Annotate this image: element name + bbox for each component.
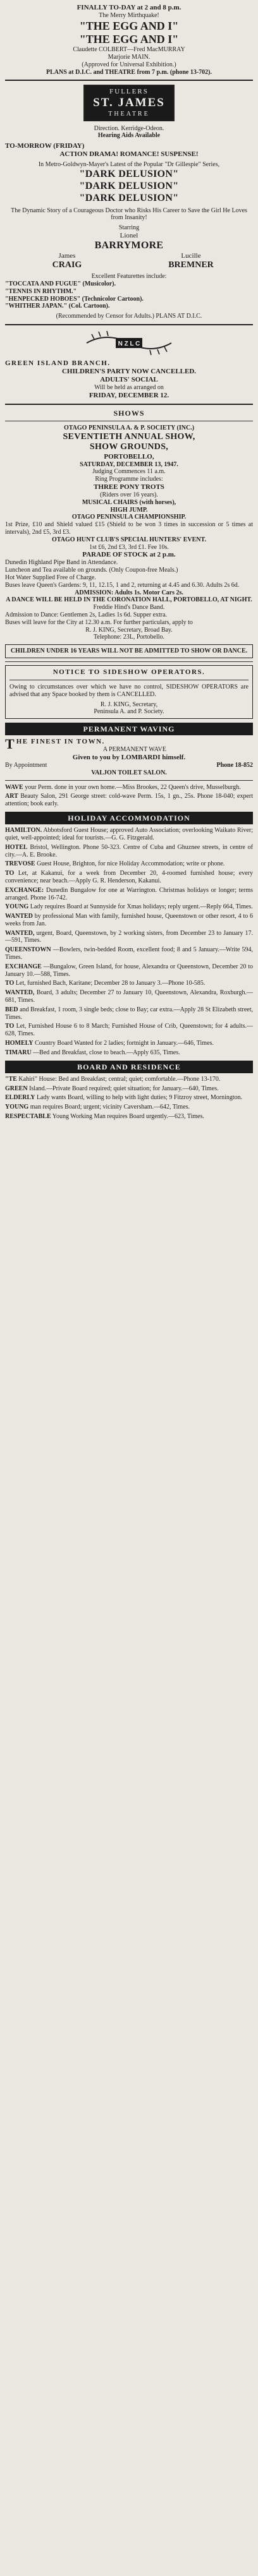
ad-keyword: ART [5, 793, 18, 800]
ad-text: Young Working Man requires Board urgently.—623, Times. [52, 1112, 204, 1120]
holiday-ads [5, 827, 253, 1057]
classified-ad [5, 963, 253, 978]
movie1-title-repeat: "THE EGG AND I" [79, 33, 179, 45]
series-line: In Metro-Goldwyn-Mayer's Latest of the Popular "Dr Gillespie" Series, [38, 161, 220, 169]
ad-keyword: BED [5, 1006, 18, 1013]
genre-line: ACTION DRAMA! ROMANCE! SUSPENSE! [59, 150, 199, 159]
ad-text: Bristol, Wellington. Phone 50-323. Centre of Cuba and Ghuznee streets, in centre of city.—A. E. Brooke. [5, 843, 253, 858]
party-cancelled: CHILDREN'S PARTY NOW CANCELLED. [61, 368, 197, 376]
sideshow-notice [5, 665, 253, 719]
featurette-3: "HENPECKED HOBOES" (Technicolor Cartoon). [5, 295, 144, 303]
dance-admission: Admission to Dance: Gentlemen 2s, Ladies 1s 6d. Supper extra. [5, 611, 168, 618]
ad-keyword: "TE [5, 1075, 17, 1083]
ad-keyword: EXCHANGE [5, 963, 42, 970]
divider [5, 661, 253, 662]
ad-keyword: WANTED, [5, 989, 35, 997]
showtimes-banner: FINALLY TO-DAY at 2 and 8 p.m. [77, 4, 181, 11]
sideshow-signature: R. J. KING, Secretary, [100, 701, 158, 708]
ad-text: Beauty Salon, 291 George street: cold-wave Perm. 15s, 1 gn., 25s. Phone 18-040; expert attention; book early. [5, 793, 253, 808]
holiday-heading: HOLIDAY ACCOMMODATION [5, 812, 253, 824]
appointment-row [5, 762, 253, 769]
show-grounds: SHOW GROUNDS, [89, 442, 169, 452]
classified-ad [5, 903, 253, 911]
classified-ad [5, 1104, 253, 1111]
ad-text: Let, at Kakanui, for a week from December 20, 4-roomed furnished house; every convenience; near beach.—Apply G. R. Henderson, Kakanui. [5, 870, 254, 884]
secretary-phone: Telephone: 23L, Portobello. [93, 634, 165, 641]
salon-name: VALJON TOILET SALON. [91, 769, 167, 776]
classified-ad [5, 1085, 253, 1093]
classified-ad [5, 1094, 253, 1102]
ad-keyword: TO [5, 870, 15, 877]
divider [5, 404, 253, 405]
bus-times: Buses leave Queen's Gardens: 9, 11, 12.15, 1 and 2, returning at 4.45 and 6.30. Adults 2s 6d. [5, 581, 240, 589]
ad-keyword: GREEN [5, 1085, 28, 1092]
social-note: Will be held as arranged on [94, 383, 164, 391]
ad-keyword: HAMILTON. [5, 827, 42, 834]
hearing-aids: Hearing Aids Available [97, 132, 161, 140]
co-star-1-last: CRAIG [52, 260, 82, 270]
ad-keyword: QUEENSTOWN [5, 946, 51, 954]
ad-text: and Breakfast, 1 room, 3 single beds; close to Bay; car extra.—Apply 28 St Elizabeth street, Times. [5, 1006, 254, 1021]
ad-text: Let, furnished Bach, Karitane; December 28 to January 3.—Phone 10-585. [15, 980, 206, 987]
ad-keyword: WANTED [5, 913, 33, 920]
divider [5, 324, 253, 325]
starring-label: Starring [118, 224, 140, 232]
pony-trots-note: (Riders over 16 years). [100, 491, 158, 499]
championship-prizes: 1st Prize, £10 and Shield valued £15 (Shield to be won 3 times in succession or 5 times at intervals), 2nd £5, 3rd £3. [5, 521, 253, 536]
musical-chairs: MUSICAL CHAIRS (with horses), [82, 498, 176, 506]
ad-keyword: TO [5, 980, 15, 987]
admission-prices: ADMISSION: Adults 1s. Motor Cars 2s. [75, 589, 183, 596]
movie1-presenter: The Merry Mirthquake! [99, 11, 159, 19]
movie1-cast: Claudette COLBERT—Fred MacMURRAY [73, 46, 185, 54]
ad-keyword: TREVOSE [5, 860, 35, 868]
annual-show: SEVENTIETH ANNUAL SHOW, [63, 431, 195, 442]
classified-ad [5, 1113, 253, 1121]
hunt-prizes: 1st £6, 2nd £3, 3rd £1. Fee 10s. [89, 543, 169, 551]
featurette-2: "TENNIS IN RHYTHM." [5, 287, 77, 295]
hunt-event: OTAGO HUNT CLUB'S SPECIAL HUNTERS' EVENT. [52, 536, 206, 543]
ad-text: Abbotsford Guest House; approved Auto Association; overlooking Waikato River; quiet, well-appointed; ideal for tourists.—G. G. Fitzgerald. [5, 827, 254, 841]
appointment-label: By Appointment [5, 761, 47, 769]
classified-ad [5, 913, 253, 928]
children-notice-box: CHILDREN UNDER 16 YEARS WILL NOT BE ADMITTED TO SHOW OR DANCE. [5, 644, 253, 658]
classified-ad [5, 980, 253, 987]
co-stars [5, 252, 253, 270]
movie1-plans: PLANS at D.I.C. and THEATRE from 7 p.m. (phone 13-702). [46, 68, 212, 76]
classified-ad [5, 1023, 253, 1038]
star-first-name: Lionel [120, 231, 138, 239]
dance-band: Freddie Hind's Dance Band. [93, 604, 165, 611]
theatre-direction: Direction. Kerridge-Odeon. [94, 124, 164, 132]
classified-ad [5, 946, 253, 961]
co-star-1 [5, 252, 129, 270]
return-bus-note: Buses will leave for the City at 12.30 a.m. For further particulars, apply to [5, 618, 193, 626]
movie1-title: "THE EGG AND I" [79, 19, 179, 32]
dance-notice: A DANCE WILL BE HELD IN THE CORONATION HALL, PORTOBELLO, AT NIGHT. [6, 596, 252, 604]
classified-ad [5, 989, 253, 1004]
shows-heading: SHOWS [113, 408, 145, 418]
classified-ad [5, 930, 253, 945]
board-ads [5, 1076, 253, 1121]
ad-text: Lady wants Board, willing to help with light duties; 9 Fitzroy street, Mornington. [36, 1094, 243, 1102]
sideshow-signature-2: Peninsula A. and P. Society. [94, 708, 164, 716]
ad-text: Guest House, Brighton, for nice Holiday Accommodation; write or phone. [37, 860, 225, 868]
ad-keyword: EXCHANGE: [5, 886, 44, 894]
ad-keyword: TO [5, 1023, 15, 1030]
ad-text: man requires Board; urgent; vicinity Caversham.—642, Times. [30, 1104, 190, 1111]
co-star-2 [129, 252, 253, 270]
classified-ad [5, 887, 253, 902]
movie2-title-repeat: "DARK DELUSION" [79, 180, 179, 191]
featurettes-label: Excellent Featurettes include: [91, 273, 167, 280]
movie2-title-repeat-2: "DARK DELUSION" [79, 192, 179, 203]
championship: OTAGO PENINSULA CHAMPIONSHIP. [71, 514, 187, 521]
movie2-title: "DARK DELUSION" [79, 168, 179, 179]
salon-phone: Phone 18-852 [216, 761, 253, 769]
classified-ad [5, 793, 253, 808]
classified-ad [5, 784, 253, 791]
perm-line: A PERMANENT WAVE [102, 746, 166, 754]
theatre-logo-line3: THEATRE [108, 110, 150, 117]
ad-text: Lady requires Board at Sunnyside for Xmas holidays; reply urgent.—Reply 664, Times. [30, 903, 253, 911]
finest-line: HE FINEST IN TOWN. [16, 738, 105, 746]
theatre-logo-line2: ST. JAMES [93, 96, 165, 110]
ad-keyword: YOUNG [5, 1104, 29, 1111]
classified-ad [5, 1049, 253, 1057]
pipe-band: Dunedin Highland Pipe Band in Attendance. [5, 559, 118, 567]
ad-keyword: RESPECTABLE [5, 1112, 51, 1120]
stock-parade: PARADE OF STOCK at 2 p.m. [82, 551, 176, 559]
luncheon-note: Luncheon and Tea available on grounds. (Only Coupon-free Meals.) [5, 567, 178, 574]
ad-keyword: TIMARU [5, 1049, 32, 1056]
ad-text: Island.—Private Board required; quiet situation; for January.—640, Times. [29, 1085, 219, 1092]
waving-ads [5, 784, 253, 808]
secretary-name: R. J. KING, Secretary, Broad Bay. [85, 626, 173, 634]
social-date: FRIDAY, DECEMBER 12. [89, 391, 169, 399]
adults-social: ADULTS' SOCIAL [100, 375, 158, 383]
fern-emblem-icon [82, 329, 176, 357]
ad-text: your Perm. done in your own home.—Miss Brookes, 22 Queen's drive, Musselburgh. [25, 783, 241, 791]
hot-water-note: Hot Water Supplied Free of Charge. [5, 574, 96, 581]
sideshow-body: Owing to circumstances over which we have no control, SIDESHOW OPERATORS are advised that any Space booked by them is CANCELLED. [9, 683, 249, 698]
featurette-1: "TOCCATA AND FUGUE" (Musicolor). [5, 280, 116, 288]
newspaper-page [0, 0, 258, 1129]
waving-heading: PERMANENT WAVING [5, 723, 253, 735]
theatre-logo [83, 85, 175, 121]
ad-text: —Bungalow, Green Island, for house, Alexandra or Queenstown, December 20 to January 10.—588, Times. [5, 963, 254, 978]
branch-name: GREEN ISLAND BRANCH. [5, 359, 111, 368]
classified-ad [5, 1076, 253, 1083]
ad-text: Let, Furnished House 6 to 8 March; Furnished House of Crib, Queenstown; for 4 adults.—628, Times. [5, 1023, 254, 1038]
classified-ad [5, 1006, 253, 1021]
ad-text: —Bed and Breakfast, close to beach.—Apply 635, Times. [33, 1049, 180, 1056]
classified-ad [5, 860, 253, 868]
ad-text: Board, 3 adults; December 27 to January 10, Queenstown, Alexandra, Roxburgh.—681, Times. [5, 989, 254, 1004]
board-heading: BOARD AND RESIDENCE [5, 1061, 253, 1073]
show-date: SATURDAY, DECEMBER 13, 1947. [80, 460, 178, 468]
ad-text: Country Board Wanted for 2 ladies; fortnight in January.—646, Times. [35, 1040, 214, 1047]
movie1-cast-2: Marjorie MAIN. [108, 54, 150, 61]
ad-keyword: HOMELY [5, 1040, 34, 1047]
ad-text: by professional Man with family, furnished house, Queenstown or other resort, 4 to 6 weeks from Jan. [5, 913, 254, 927]
theatre-logo-line1: FULLERS [109, 88, 149, 96]
sideshow-heading: NOTICE TO SIDESHOW OPERATORS. [52, 668, 206, 676]
drop-cap: T [5, 738, 15, 752]
classified-ad [5, 844, 253, 859]
movie1-approval: (Approved for Universal Exhibition.) [82, 61, 176, 68]
pony-trots: THREE PONY TROTS [94, 483, 164, 491]
classified-ad [5, 827, 253, 842]
classified-ad [5, 870, 253, 885]
tomorrow-heading: TO-MORROW (FRIDAY) [5, 142, 85, 150]
ring-programme: Ring Programme includes: [95, 476, 163, 483]
judging-time: Judging Commences 11 a.m. [92, 468, 166, 476]
censor-note: (Recommended by Censor for Adults.) PLANS AT D.I.C. [56, 313, 202, 320]
divider [5, 780, 253, 781]
society-name: OTAGO PENINSULA A. & P. SOCIETY (INC.) [63, 424, 195, 431]
ad-keyword: HOTEL [5, 843, 28, 851]
lombardi-ad [5, 738, 253, 754]
ad-text: Dunedin Bungalow for one at Warrington. Christmas holidays or longer; terms arranged. Phone 16-742. [5, 886, 253, 901]
ad-keyword: ELDERLY [5, 1094, 35, 1102]
ad-keyword: WAVE [5, 783, 23, 791]
ad-text: Kahiri" House: Bed and Breakfast; central; quiet; comfortable.—Phone 13-170. [18, 1075, 221, 1083]
show-location: PORTOBELLO, [104, 452, 154, 460]
high-jump: HIGH JUMP. [110, 506, 148, 514]
ad-keyword: YOUNG [5, 903, 29, 911]
ad-keyword: WANTED, [5, 929, 35, 937]
classified-ad [5, 1040, 253, 1047]
lombardi-line: Given to you by LOMBARDI himself. [72, 754, 186, 762]
ad-text: urgent, Board, Queenstown, by 2 working sisters, from December 23 to January 17.—591, Times. [5, 929, 253, 944]
ad-text: —Bowlers, twin-bedded Room, excellent food; 8 and 5 January.—Write 594, Times. [5, 946, 253, 961]
featurette-4: "WHITHER JAPAN." (Col. Cartoon). [5, 303, 110, 310]
divider [5, 80, 253, 81]
co-star-2-last: BREMNER [168, 260, 214, 270]
movie2-blurb: The Dynamic Story of a Courageous Doctor who Risks His Career to Save the Girl He Loves from Insanity! [11, 207, 247, 222]
co-star-1-first: James [58, 251, 76, 260]
emblem-text: N Z L C [118, 340, 140, 348]
star-last-name: BARRYMORE [94, 239, 164, 251]
co-star-2-first: Lucille [181, 251, 201, 260]
